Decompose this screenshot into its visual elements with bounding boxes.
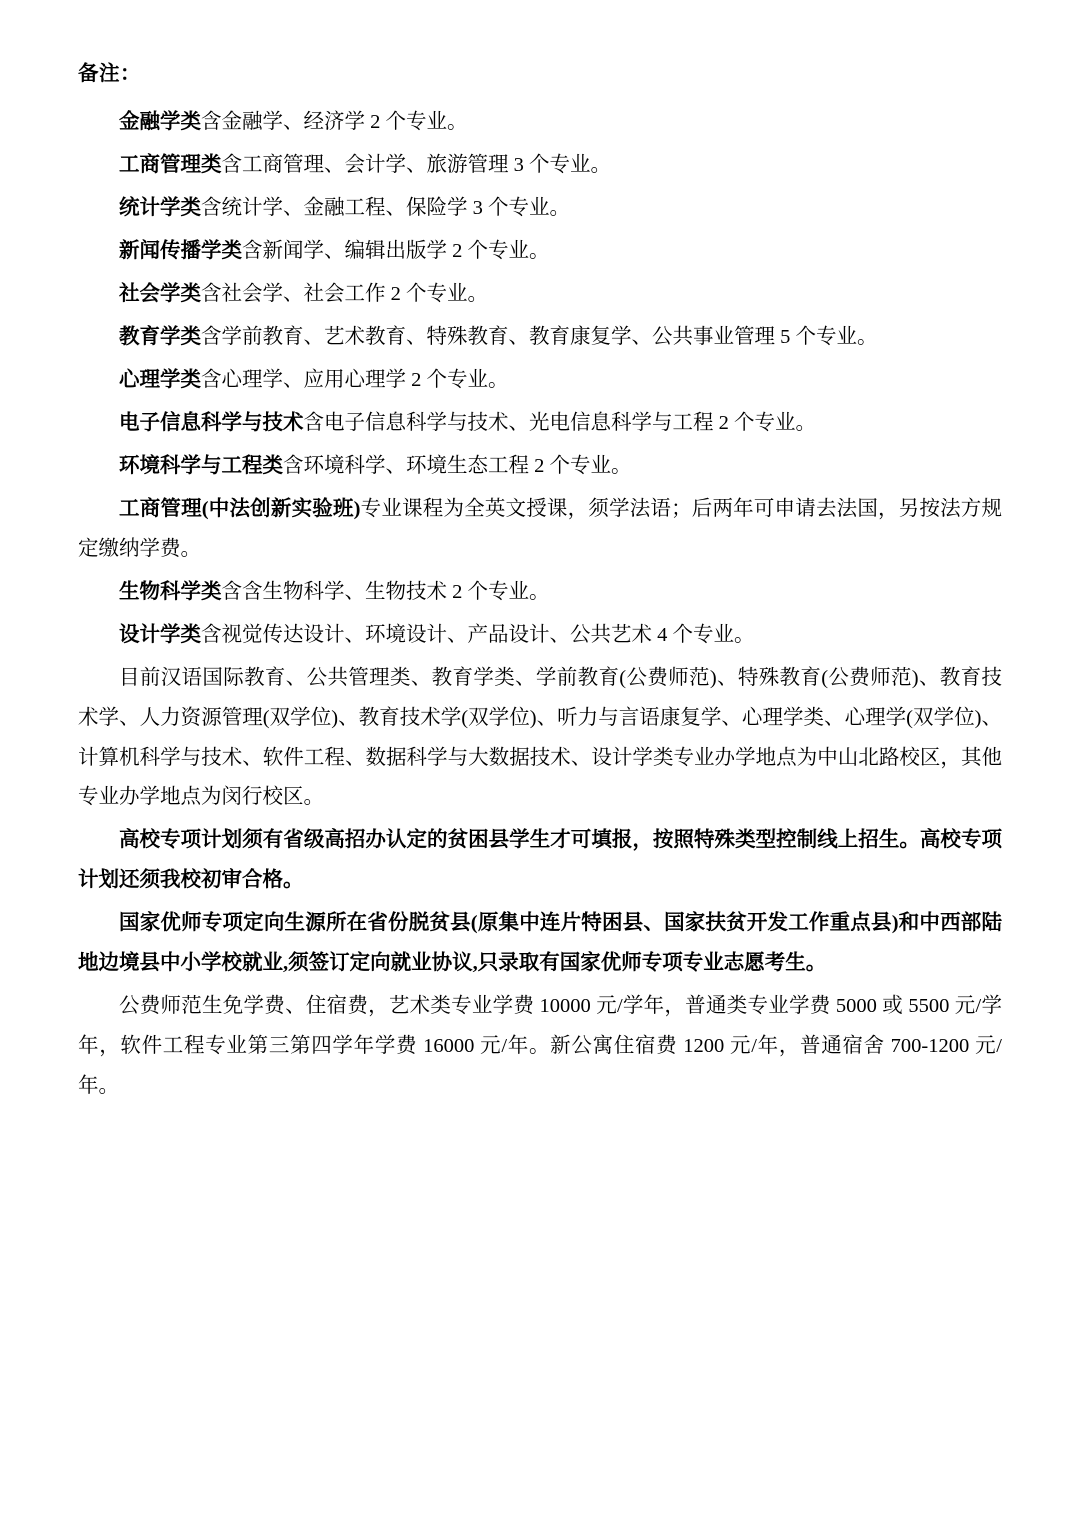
note-term: 统计学类 (119, 196, 201, 219)
note-item (78, 361, 1002, 401)
section-heading: 备注： (78, 63, 141, 85)
note-item (78, 275, 1002, 315)
note-item (78, 232, 1002, 272)
note-text: 含新闻学、编辑出版学 2 个专业。 (242, 239, 550, 262)
note-text: 含心理学、应用心理学 2 个专业。 (201, 368, 509, 391)
campus-note-paragraph: 目前汉语国际教育、公共管理类、教育学类、学前教育(公费师范)、特殊教育(公费师范)、教育技术学、人力资源管理(双学位)、教育技术学(双学位)、听力与言语康复学、心理学类、心理学(双学位)、计算机科学与技术、软件工程、数据科学与大数据技术、设计学类专业办学地点为中山北路校区，其他专业办学地点为闵行校区。 (78, 666, 1002, 809)
note-term: 社会学类 (119, 282, 201, 305)
note-term: 环境科学与工程类 (119, 454, 283, 477)
note-term: 金融学类 (119, 110, 201, 133)
note-term: 工商管理(中法创新实验班) (119, 497, 361, 520)
note-item (78, 573, 1002, 613)
tuition-paragraph: 公费师范生免学费、住宿费，艺术类专业学费 10000 元/学年，普通类专业学费 5000 或 5500 元/学年，软件工程专业第三第四学年学费 16000 元/年。新公寓住宿费 1200 元/年，普通宿舍 700-1200 元/年。 (78, 995, 1002, 1098)
note-item (78, 103, 1002, 143)
note-term: 设计学类 (119, 623, 201, 646)
note-term: 工商管理类 (119, 153, 222, 176)
note-item (78, 404, 1002, 444)
note-text: 含社会学、社会工作 2 个专业。 (201, 282, 488, 305)
note-text: 含工商管理、会计学、旅游管理 3 个专业。 (221, 153, 611, 176)
note-text: 含统计学、金融工程、保险学 3 个专业。 (201, 196, 570, 219)
note-term: 教育学类 (119, 325, 201, 348)
note-term: 生物科学类 (119, 580, 222, 603)
excellent-teacher-plan-paragraph: 国家优师专项定向生源所在省份脱贫县(原集中连片特困县、国家扶贫开发工作重点县)和中西部陆地边境县中小学校就业,须签订定向就业协议,只录取有国家优师专项专业志愿考生。 (78, 912, 1002, 975)
note-item (78, 318, 1002, 358)
note-item (78, 189, 1002, 229)
note-text: 含视觉传达设计、环境设计、产品设计、公共艺术 4 个专业。 (201, 623, 755, 646)
note-text: 含环境科学、环境生态工程 2 个专业。 (283, 454, 632, 477)
document-body (78, 55, 1002, 1107)
note-term: 电子信息科学与技术 (119, 411, 304, 434)
note-item (78, 447, 1002, 487)
note-term: 新闻传播学类 (119, 239, 242, 262)
note-item (78, 616, 1002, 656)
note-term: 心理学类 (119, 368, 201, 391)
note-item (78, 146, 1002, 186)
note-item (78, 490, 1002, 570)
note-text: 含金融学、经济学 2 个专业。 (201, 110, 468, 133)
note-text: 含含生物科学、生物技术 2 个专业。 (221, 580, 550, 603)
note-text: 含电子信息科学与技术、光电信息科学与工程 2 个专业。 (303, 411, 816, 434)
note-text: 专业课程为全英文授课，须学法语；后两年可申请去法国，另按法方规定缴纳学费。 (78, 497, 1002, 560)
note-text: 含学前教育、艺术教育、特殊教育、教育康复学、公共事业管理 5 个专业。 (201, 325, 878, 348)
special-plan-paragraph: 高校专项计划须有省级高招办认定的贫困县学生才可填报，按照特殊类型控制线上招生。高校专项计划还须我校初审合格。 (78, 829, 1002, 892)
